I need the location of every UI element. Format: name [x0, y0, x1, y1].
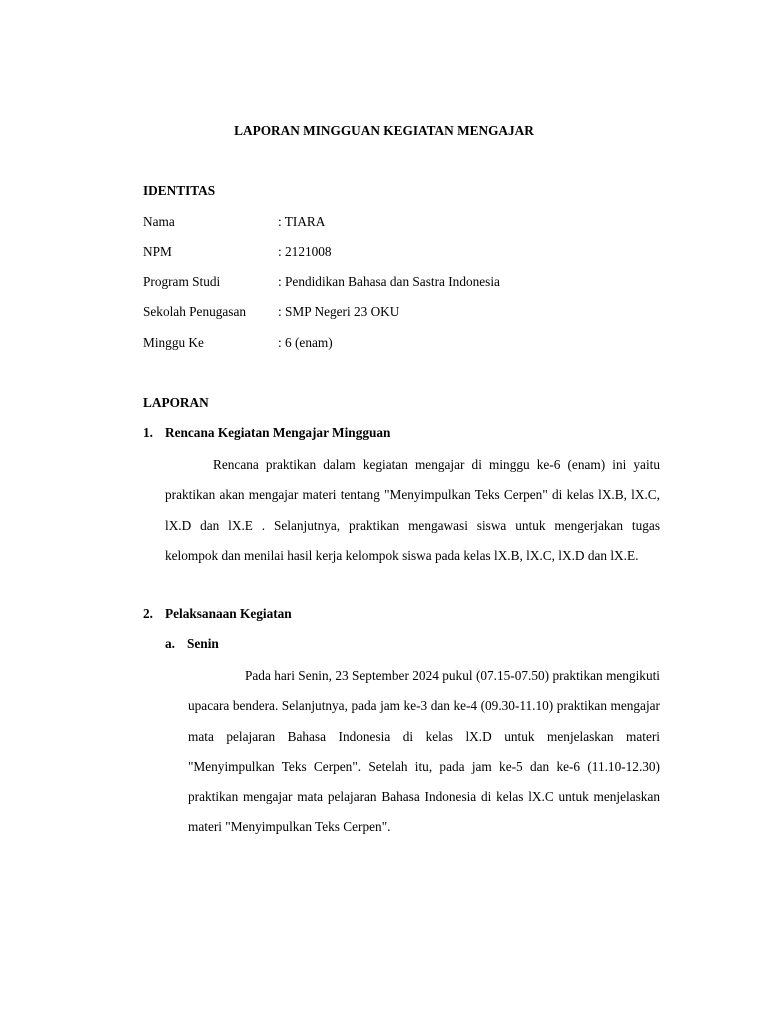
section-title: Pelaksanaan Kegiatan [165, 606, 292, 621]
section-number: 1. [143, 425, 153, 440]
identity-value: : TIARA [278, 214, 326, 229]
identity-value: : Pendidikan Bahasa dan Sastra Indonesia [278, 274, 500, 289]
identity-label: NPM [143, 244, 172, 259]
subsection-a-paragraph: Pada hari Senin, 23 September 2024 pukul (07.15-07.50) praktikan mengikuti upacara bendera. Selanjutnya, pada jam ke-3 dan ke-4 (09.30-11.10) praktikan mengajar mata pelajaran Bahasa Indonesia di kelas lX.D untuk menjelaskan materi "Menyimpulkan Teks Cerpen". Setelah itu, pada jam ke-5 dan ke-6 (11.10-12.30) praktikan mengajar mata pelajaran Bahasa Indonesia di kelas lX.C untuk menjelaskan materi "Menyimpulkan Teks Cerpen". [188, 668, 660, 835]
section-number: 2. [143, 606, 153, 621]
section-1-heading [143, 424, 390, 442]
identity-row-sekolah [143, 303, 703, 321]
identity-row-npm [143, 243, 703, 261]
identity-label: Minggu Ke [143, 335, 204, 350]
identity-label: Program Studi [143, 274, 221, 289]
identitas-heading: IDENTITAS [143, 183, 216, 198]
section-1-paragraph: Rencana praktikan dalam kegiatan mengajar di minggu ke-6 (enam) ini yaitu praktikan akan mengajar materi tentang "Menyimpulkan Teks Cerpen" di kelas lX.B, lX.C, lX.D dan lX.E . Selanjutnya, praktikan mengawasi siswa untuk mengerjakan tugas kelompok dan menilai hasil kerja kelompok siswa pada kelas lX.B, lX.C, lX.D dan lX.E. [165, 457, 660, 563]
identity-value: : 6 (enam) [278, 335, 333, 350]
document-title: LAPORAN MINGGUAN KEGIATAN MENGAJAR [234, 123, 534, 138]
section-2-heading [143, 605, 292, 623]
identity-row-nama [143, 213, 703, 231]
subsection-title: Senin [187, 636, 219, 651]
subsection-a-heading [165, 635, 219, 653]
section-title: Rencana Kegiatan Mengajar Mingguan [165, 425, 391, 440]
identity-label: Sekolah Penugasan [143, 304, 247, 319]
identity-label: Nama [143, 214, 175, 229]
identity-row-program-studi [143, 273, 703, 291]
identity-value: : 2121008 [278, 244, 332, 259]
identity-value: : SMP Negeri 23 OKU [278, 304, 400, 319]
subsection-letter: a. [165, 636, 175, 651]
identity-row-minggu [143, 334, 703, 352]
laporan-heading: LAPORAN [143, 395, 209, 410]
